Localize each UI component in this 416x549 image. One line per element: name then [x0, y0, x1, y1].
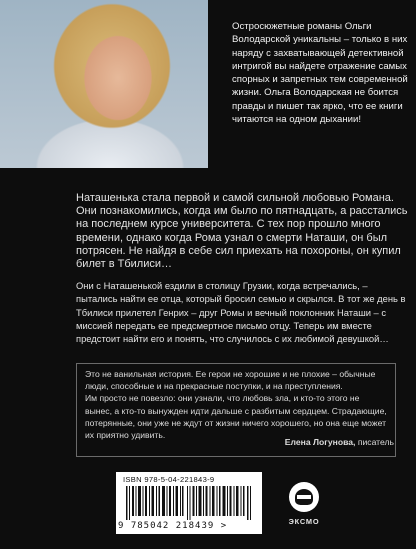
book-annotation: [76, 192, 410, 353]
blurb-text: Остросюжетные романы Ольги Володарской уникальны – только в них наряду с захватывающей детективной интригой вы найдете отражение самых спорных и запретных тем современной жизни. Ольга Володарская не боится правды и пишет так ярко, что ее книги читаются на одном дыхании!: [232, 21, 408, 126]
isbn-label: ISBN 978-5-04-221843-9: [123, 475, 215, 484]
barcode-panel: [116, 472, 262, 534]
quote-attribution: [285, 437, 394, 447]
annotation-paragraph-1: Наташенька стала первой и самой сильной любовью Романа. Они познакомились, когда им было по пятнадцать, а расстались на последнем курсе университета. С тех пор прошло много времени, однако когда Рома узнал о смерти Наташи, он был потрясен. Не найдя в себе сил приехать на похороны, он купил билет в Тбилиси…: [76, 192, 408, 271]
publisher-name: ЭКСМО: [288, 517, 320, 526]
author-photo: [0, 0, 208, 168]
barcode-bars: [126, 486, 252, 520]
barcode-number: 9 785042 218439 >: [118, 521, 228, 531]
quote-author-role: писатель: [357, 437, 394, 447]
publisher-logo: [282, 482, 326, 534]
quote-author-name: Елена Логунова,: [284, 437, 356, 447]
quote-paragraph-1: Это не ванильная история. Ее герои не хорошие и не плохие – обычные люди, способные и на прекрасные поступки, и на преступления.: [85, 369, 376, 392]
author-blurb: [232, 20, 408, 126]
annotation-paragraph-2: Они с Наташенькой ездили в столицу Грузии, когда встречались, – пытались найти ее отца, который бросил семью и скрылся. В тот же день в Тбилиси прилетел Генрих – друг Ромы и вечный поклонник Наташи – с миссией передать ее предсмертное письмо отцу. Теперь им вместе предстоит найти его и понять, что случилось с их любимой девушкой…: [76, 280, 406, 345]
eksmo-logo-icon: [289, 482, 319, 512]
quote-paragraph-2: Им просто не повезло: они узнали, что любовь зла, и кто-то этого не вынес, а кто-то вынужден идти дальше с разбитым сердцем. Страдающие, потерянные, они уже не ждут от жизни ничего хорошего, но она еще может их приятно удивить.: [85, 393, 387, 441]
